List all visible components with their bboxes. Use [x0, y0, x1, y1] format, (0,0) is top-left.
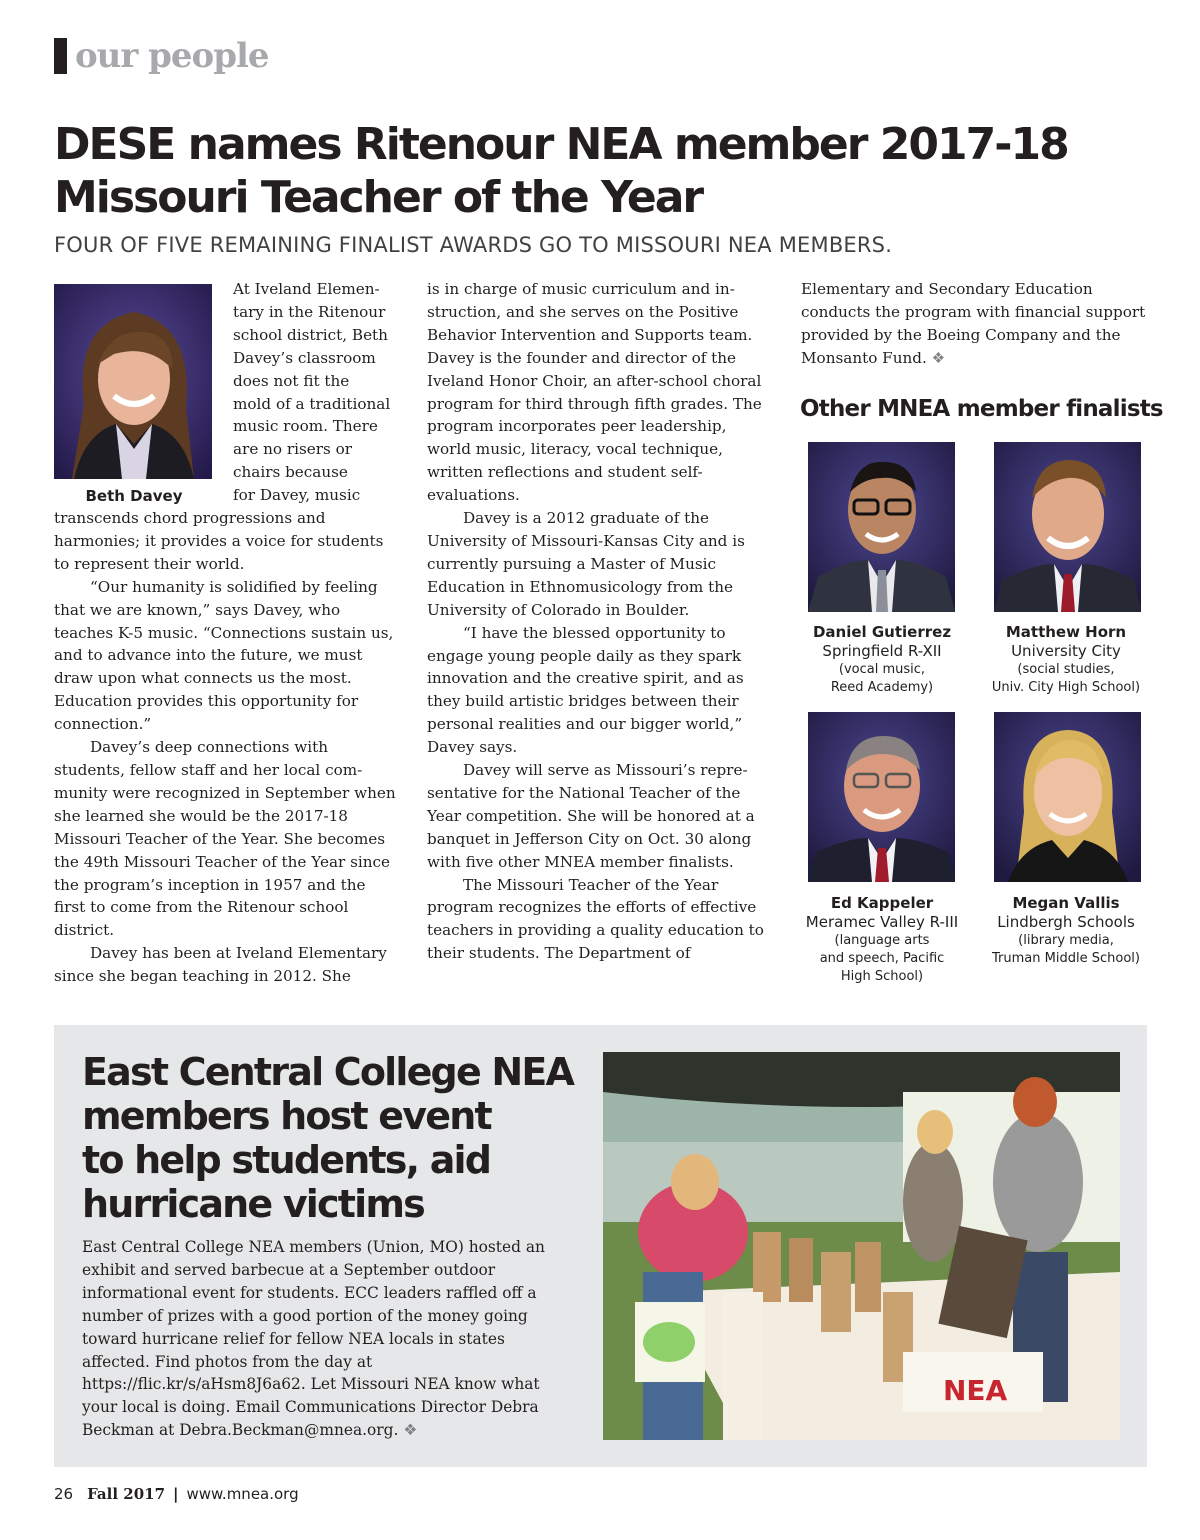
column-2-body	[427, 278, 772, 965]
issue-label: Fall 2017	[87, 1485, 166, 1503]
finalist-name: Megan Vallis	[1012, 894, 1120, 912]
wrap-line: tary in the Ritenour	[233, 302, 386, 321]
sidebar-body	[82, 1236, 572, 1442]
ed-kappeler-photo	[808, 712, 955, 882]
column-1-body	[54, 507, 399, 988]
paragraph: is in charge of music curriculum and instruction, and she serves on the Positive Behavior Intervention and Supports team. Davey is the founder and director of the Iveland Honor Choir, an after-school choral program for third through fifth grades. The program incorporates peer leadership, world music, literacy, vocal technique, written reflections and student self-evaluations.	[427, 280, 762, 505]
section-tag-label: our people	[75, 36, 269, 76]
paragraph	[801, 278, 1146, 370]
page-number: 26	[54, 1485, 74, 1503]
sidebar-headline-line: hurricane victims	[82, 1182, 424, 1226]
finalist-detail: High School)	[840, 969, 924, 984]
finalist-ed-kappeler	[792, 893, 972, 986]
finalist-name: Matthew Horn	[1005, 623, 1127, 641]
paragraph: transcends chord progressions and harmonies; it provides a voice for students to represent their world.	[54, 509, 384, 573]
column-3-body	[801, 278, 1146, 370]
finalist-detail: (vocal music,	[838, 662, 926, 677]
end-mark-icon: ❖	[931, 348, 946, 367]
paragraph: Davey will serve as Missouri’s representative for the National Teacher of the Year competition. She will be honored at a banquet in Jefferson City on Oct. 30 along with five other MNEA member finalists.	[427, 761, 755, 871]
article-dek: FOUR OF FIVE REMAINING FINALIST AWARDS GO TO MISSOURI NEA MEMBERS.	[54, 233, 893, 257]
finalist-daniel-gutierrez	[792, 622, 972, 697]
wrap-line: does not fit the	[233, 371, 350, 390]
page-footer	[54, 1485, 299, 1503]
finalist-detail: and speech, Pacific	[819, 951, 945, 966]
section-tag-bar	[54, 38, 67, 74]
headline-line-2: Missouri Teacher of the Year	[54, 172, 703, 223]
finalist-district: Meramec Valley R-III	[805, 913, 959, 931]
paragraph: Davey’s deep connections with students, fellow staff and her local community were recognized in September when she learned she would be the 2017-18 Missouri Teacher of the Year. She becomes the 49th Missouri Teacher of the Year since the program’s inception in 1957 and the first to come from the Ritenour school district.	[54, 738, 396, 940]
finalist-megan-vallis	[976, 893, 1156, 968]
column-1-wrap	[233, 278, 403, 507]
wrap-line: school district, Beth	[233, 325, 388, 344]
paragraph: “I have the blessed opportunity to engage young people daily as they spark innovation and the creative spirit, and as they build artistic bridges between their personal realities and our bigger world,” Davey says.	[427, 623, 744, 757]
finalist-detail: (social studies,	[1017, 662, 1115, 677]
wrap-line: mold of a traditional	[233, 394, 391, 413]
footer-url[interactable]: www.mnea.org	[186, 1485, 299, 1503]
daniel-gutierrez-photo	[808, 442, 955, 612]
sidebar-headline-line: to help students, aid	[82, 1138, 491, 1182]
matthew-horn-photo	[994, 442, 1141, 612]
headline-line-1: DESE names Ritenour NEA member 2017-18	[54, 119, 1068, 170]
sidebar-headline	[82, 1050, 582, 1226]
section-tag	[54, 36, 269, 76]
finalist-district: Springfield R-XII	[822, 642, 942, 660]
article-headline	[54, 118, 1154, 224]
finalist-district: University City	[1011, 642, 1121, 660]
sidebar-body-text: East Central College NEA members (Union, MO) hosted an exhibit and served barbecue at a September outdoor informational event for students. ECC leaders raffled off a number of prizes with a good portion of the money going toward hurricane relief for fellow NEA locals in states affected. Find photos from the day at https://flic.kr/s/aHsm8J6a62. Let Missouri NEA know what your local is doing. Email Communications Director Debra Beckman at Debra.Beckman@mnea.org.	[82, 1238, 545, 1440]
wrap-line: At Iveland Elemen-	[233, 280, 380, 298]
finalist-detail: Reed Academy)	[830, 680, 934, 695]
wrap-line: Davey’s classroom	[233, 348, 376, 367]
paragraph: The Missouri Teacher of the Year program recognizes the efforts of effective teachers in providing a quality education to their students. The Department of	[427, 875, 764, 963]
finalist-detail: Truman Middle School)	[992, 951, 1140, 966]
paragraph: “Our humanity is solidified by feeling that we are known,” says Davey, who teaches K-5 music. “Connections sustain us, and to advance into the future, we must draw upon what connects us the most. Education provides this opportunity for connection.”	[54, 577, 394, 734]
finalist-matthew-horn	[976, 622, 1156, 697]
finalists-heading: Other MNEA member finalists	[800, 396, 1163, 422]
end-mark-icon: ❖	[403, 1421, 418, 1440]
finalist-name: Daniel Gutierrez	[812, 623, 952, 641]
sidebar-headline-line: East Central College NEA	[82, 1050, 574, 1094]
finalist-district: Lindbergh Schools	[997, 913, 1135, 931]
finalist-detail: Univ. City High School)	[991, 680, 1141, 695]
wrap-line: are no risers or	[233, 440, 353, 459]
paragraph: Davey is a 2012 graduate of the University of Missouri-Kansas City and is currently pursuing a Master of Music Education in Ethnomusicology from the University of Colorado in Boulder.	[427, 509, 745, 619]
finalist-name: Ed Kappeler	[830, 894, 934, 912]
megan-vallis-photo	[994, 712, 1141, 882]
wrap-line: for Davey, music	[233, 486, 361, 505]
event-sign-text: NEA	[943, 1374, 1008, 1407]
paragraph: Davey has been at Iveland Elementary since she began teaching in 2012. She	[54, 944, 387, 986]
beth-davey-photo	[54, 284, 212, 479]
beth-davey-caption: Beth Davey	[85, 487, 183, 505]
footer-separator: |	[173, 1485, 179, 1503]
finalist-detail: (language arts	[834, 933, 930, 948]
sidebar-headline-line: members host event	[82, 1094, 491, 1138]
wrap-line: chairs because	[233, 463, 348, 482]
wrap-line: music room. There	[233, 417, 378, 436]
finalist-detail: (library media,	[1018, 933, 1114, 948]
paragraph-text: Elementary and Secondary Education conducts the program with financial support provided by the Boeing Company and the Monsanto Fund.	[801, 280, 1146, 367]
event-photo	[603, 1052, 1120, 1440]
